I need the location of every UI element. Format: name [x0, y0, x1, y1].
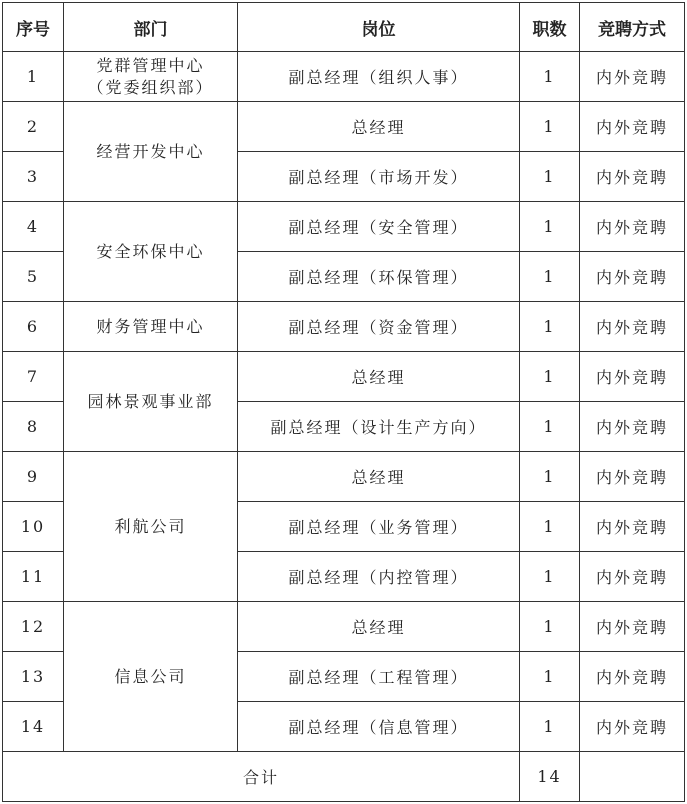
dept-cell [64, 52, 238, 102]
seq-cell: 13 [3, 652, 64, 702]
count-cell: 1 [520, 652, 580, 702]
table-row [3, 452, 685, 502]
table-row [3, 102, 685, 152]
dept-cell: 园林景观事业部 [64, 352, 238, 452]
post-cell: 副总经理（业务管理） [238, 502, 520, 552]
seq-cell: 5 [3, 252, 64, 302]
method-cell: 内外竞聘 [580, 52, 685, 102]
total-method [580, 752, 685, 802]
recruitment-table [2, 2, 685, 802]
total-count: 14 [520, 752, 580, 802]
count-cell: 1 [520, 502, 580, 552]
dept-cell: 利航公司 [64, 452, 238, 602]
method-cell: 内外竞聘 [580, 502, 685, 552]
post-cell: 副总经理（资金管理） [238, 302, 520, 352]
seq-cell: 3 [3, 152, 64, 202]
seq-cell: 11 [3, 552, 64, 602]
dept-cell: 经营开发中心 [64, 102, 238, 202]
post-cell: 副总经理（设计生产方向） [238, 402, 520, 452]
post-cell: 副总经理（市场开发） [238, 152, 520, 202]
seq-cell: 14 [3, 702, 64, 752]
header-dept: 部门 [64, 3, 238, 52]
dept-cell: 信息公司 [64, 602, 238, 752]
count-cell: 1 [520, 152, 580, 202]
count-cell: 1 [520, 302, 580, 352]
method-cell: 内外竞聘 [580, 452, 685, 502]
count-cell: 1 [520, 102, 580, 152]
seq-cell: 9 [3, 452, 64, 502]
count-cell: 1 [520, 552, 580, 602]
post-cell: 副总经理（组织人事） [238, 52, 520, 102]
count-cell: 1 [520, 252, 580, 302]
total-row [3, 752, 685, 802]
method-cell: 内外竞聘 [580, 402, 685, 452]
post-cell: 总经理 [238, 452, 520, 502]
count-cell: 1 [520, 402, 580, 452]
method-cell: 内外竞聘 [580, 102, 685, 152]
post-cell: 副总经理（内控管理） [238, 552, 520, 602]
method-cell: 内外竞聘 [580, 602, 685, 652]
post-cell: 副总经理（安全管理） [238, 202, 520, 252]
method-cell: 内外竞聘 [580, 552, 685, 602]
header-seq: 序号 [3, 3, 64, 52]
seq-cell: 12 [3, 602, 64, 652]
count-cell: 1 [520, 702, 580, 752]
post-cell: 副总经理（信息管理） [238, 702, 520, 752]
seq-cell: 7 [3, 352, 64, 402]
seq-cell: 6 [3, 302, 64, 352]
header-count: 职数 [520, 3, 580, 52]
seq-cell: 8 [3, 402, 64, 452]
dept-cell: 安全环保中心 [64, 202, 238, 302]
dept-name: 党群管理中心 [96, 55, 205, 75]
method-cell: 内外竞聘 [580, 252, 685, 302]
header-row [3, 3, 685, 52]
method-cell: 内外竞聘 [580, 152, 685, 202]
count-cell: 1 [520, 202, 580, 252]
post-cell: 副总经理（环保管理） [238, 252, 520, 302]
post-cell: 总经理 [238, 102, 520, 152]
method-cell: 内外竞聘 [580, 702, 685, 752]
count-cell: 1 [520, 352, 580, 402]
post-cell: 副总经理（工程管理） [238, 652, 520, 702]
count-cell: 1 [520, 602, 580, 652]
table-row [3, 202, 685, 252]
table-row [3, 52, 685, 102]
dept-subname: （党委组织部） [87, 77, 214, 97]
count-cell: 1 [520, 452, 580, 502]
method-cell: 内外竞聘 [580, 352, 685, 402]
seq-cell: 4 [3, 202, 64, 252]
post-cell: 总经理 [238, 352, 520, 402]
method-cell: 内外竞聘 [580, 302, 685, 352]
seq-cell: 2 [3, 102, 64, 152]
header-post: 岗位 [238, 3, 520, 52]
count-cell: 1 [520, 52, 580, 102]
method-cell: 内外竞聘 [580, 652, 685, 702]
seq-cell: 1 [3, 52, 64, 102]
header-method: 竞聘方式 [580, 3, 685, 52]
seq-cell: 10 [3, 502, 64, 552]
method-cell: 内外竞聘 [580, 202, 685, 252]
post-cell: 总经理 [238, 602, 520, 652]
table-row [3, 602, 685, 652]
table-row [3, 302, 685, 352]
total-label: 合计 [3, 752, 520, 802]
table-row [3, 352, 685, 402]
dept-cell: 财务管理中心 [64, 302, 238, 352]
